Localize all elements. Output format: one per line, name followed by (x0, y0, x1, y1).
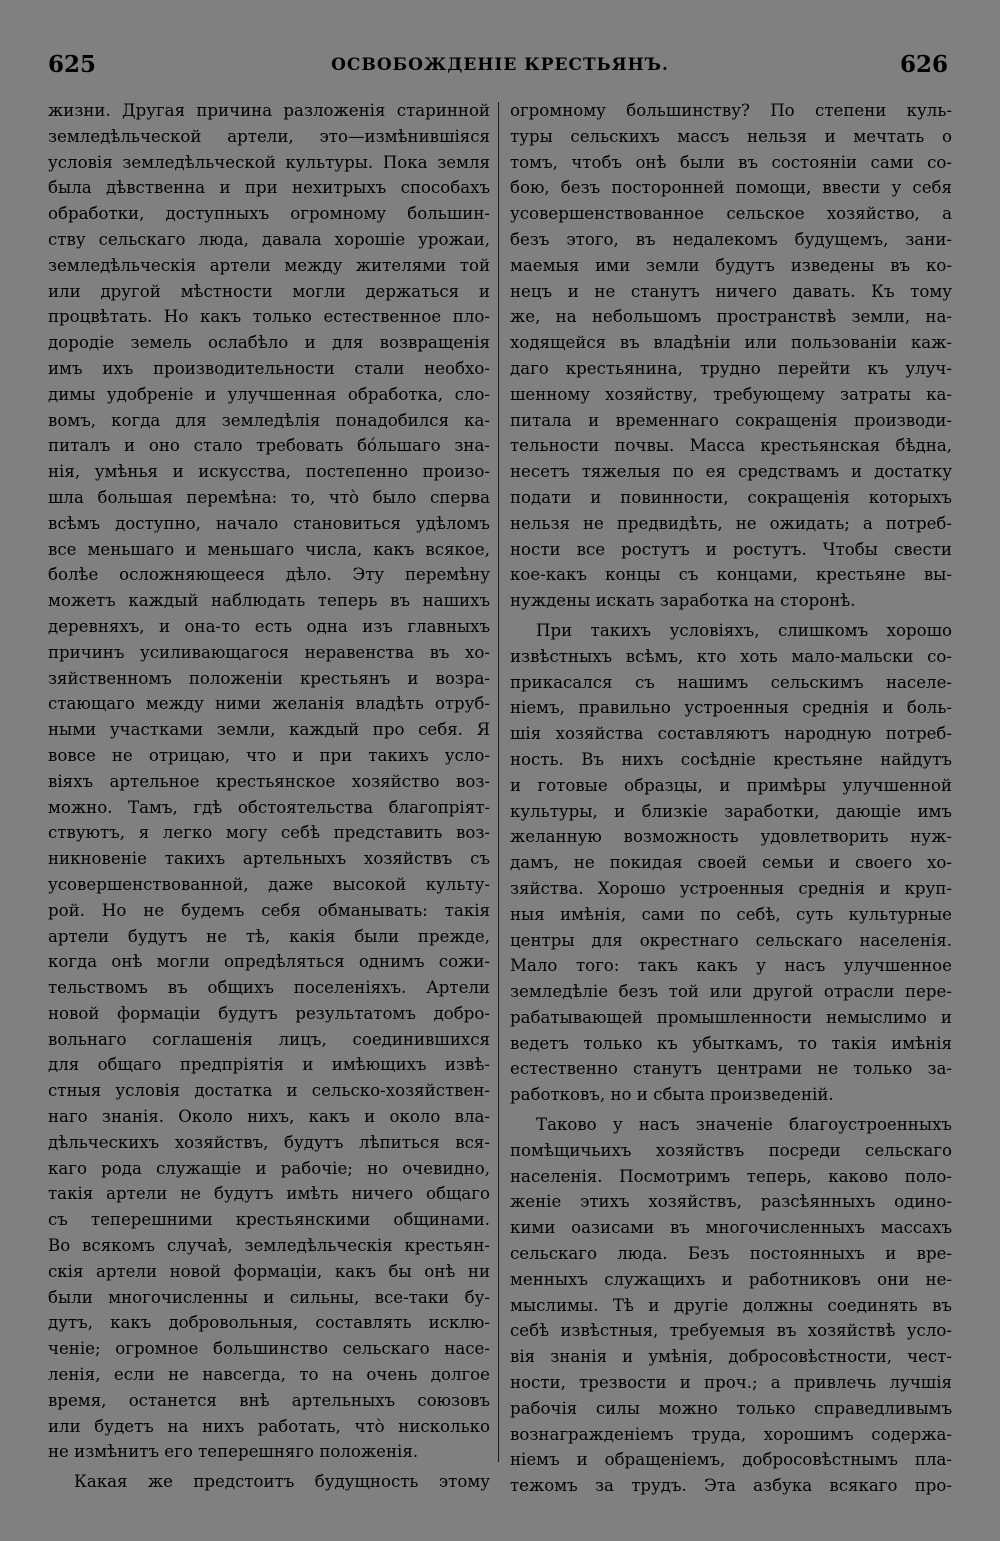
text-line: скія артели новой формаціи, какъ бы онѣ ни (48, 1261, 490, 1281)
text-line: жизни. Другая причина разложенія старинной (48, 101, 490, 120)
text-line: тежомъ за трудъ. Эта азбука всякаго про- (510, 1476, 952, 1496)
text-line: тельности почвы. Масса крестьянская бѣдна, (510, 436, 952, 456)
text-line: ніемъ, правильно устроенныя среднія и боль- (510, 698, 952, 718)
text-line: ству сельскаго люда, давала хорошіе урожаи, (48, 229, 490, 249)
text-line: населенія. Посмотримъ теперь, каково поло- (510, 1166, 952, 1186)
text-line: были многочисленны и сильны, все-таки бу- (48, 1287, 490, 1307)
text-line: все меньшаго и меньшаго числа, какъ всякое, (48, 539, 490, 559)
text-line: вольнаго соглашенія лицъ, соединившихся (48, 1029, 490, 1049)
text-line: віяхъ артельное крестьянское хозяйство воз- (48, 771, 490, 791)
text-line: или будетъ на нихъ работать, что̀ нисколько (48, 1416, 490, 1436)
text-line: питалъ и оно стало требовать бо́льшаго зна- (48, 436, 490, 456)
text-line: извѣстныхъ всѣмъ, кто хоть мало-мальски со- (510, 646, 952, 666)
text-line: всѣмъ доступно, начало становиться удѣломъ (48, 513, 490, 533)
text-line: для общаго предпріятія и имѣющихъ извѣ- (48, 1055, 490, 1075)
text-line: болѣе осложняющееся дѣло. Эту перемѣну (48, 565, 490, 585)
text-line: бою, безъ посторонней помощи, ввести у себя (510, 178, 952, 198)
text-line: нуждены искать заработка на сторонѣ. (510, 591, 856, 611)
text-line: обработки, доступныхъ огромному большин- (48, 204, 490, 224)
text-line: естественно станутъ центрами не только за- (510, 1059, 952, 1079)
text-line: рой. Но не будемъ себя обманывать: такія (48, 900, 490, 920)
text-line: дутъ, какъ добровольныя, составлять исклю- (48, 1313, 490, 1333)
text-line: стныя условія достатка и сельско-хозяйствен- (48, 1081, 490, 1101)
text-line: время, останется внѣ артельныхъ союзовъ (48, 1390, 490, 1410)
text-column-left (48, 98, 490, 1495)
text-line: шенному хозяйству, требующему затраты ка- (510, 384, 952, 404)
text-line: рабатывающей промышленности немыслимо и (510, 1007, 952, 1027)
text-line: менныхъ служащихъ и работниковъ они не- (510, 1269, 952, 1289)
text-line: съ теперешними крестьянскими общинами. (48, 1210, 490, 1230)
text-line: земледѣліе безъ той или другой отрасли пере- (510, 982, 952, 1002)
text-line: же, на небольшомъ пространствѣ земли, на- (510, 307, 952, 327)
text-line: Мало того: такъ какъ у насъ улучшенное (510, 956, 952, 976)
text-line: причинъ усиливающагося неравенства въ хо- (48, 642, 490, 662)
text-line: прикасался съ нашимъ сельскимъ населе- (510, 672, 952, 692)
text-line: нельзя не предвидѣть, не ожидать; а потреб- (510, 513, 952, 533)
text-line: себѣ извѣстныя, требуемыя въ хозяйствѣ усло- (510, 1321, 952, 1341)
text-line: огромному большинству? По степени куль- (510, 101, 952, 120)
text-line: ведетъ только къ убыткамъ, то такія имѣнія (510, 1033, 952, 1053)
text-line: даго крестьянина, трудно перейти къ улуч- (510, 358, 952, 378)
text-line: вія знанія и умѣнія, добросовѣстности, чест- (510, 1347, 952, 1367)
text-line: женіе этихъ хозяйствъ, разсѣянныхъ одино- (510, 1192, 952, 1212)
text-line: кое-какъ концы съ концами, крестьяне вы- (510, 565, 952, 585)
text-line: томъ, чтобъ онѣ были въ состояніи сами со- (510, 152, 952, 172)
text-line: наго знанія. Около нихъ, какъ и около вла- (48, 1107, 490, 1127)
text-line: усовершенствованной, даже высокой культу- (48, 874, 490, 894)
text-line: ченіе; огромное большинство сельскаго насе- (48, 1339, 490, 1359)
text-line: зяйства. Хорошо устроенныя среднія и круп- (510, 878, 952, 898)
text-line: земледѣльческія артели между жителями той (48, 255, 490, 275)
text-line: артели будутъ не тѣ, какія были прежде, (48, 926, 490, 946)
text-line: мыслимы. Тѣ и другіе должны соединять въ (510, 1295, 952, 1315)
text-line: сельскаго люда. Безъ постоянныхъ и вре- (510, 1244, 952, 1264)
text-line: несетъ тяжелыя по ея средствамъ и достатку (510, 462, 952, 482)
running-title: ОСВОБОЖДЕНІЕ КРЕСТЬЯНЪ. (331, 55, 669, 75)
text-line: ленія, если не навсегда, то на очень долгое (48, 1365, 490, 1385)
text-line: ность. Въ нихъ сосѣдніе крестьяне найдутъ (510, 749, 952, 769)
text-line: каго рода служащіе и рабочіе; но очевидно, (48, 1158, 490, 1178)
text-line: центры для окрестнаго сельскаго населенія. (510, 930, 952, 950)
text-line: подати и повинности, сокращенія которыхъ (510, 487, 952, 507)
text-line: ности все ростутъ и ростутъ. Чтобы свести (510, 539, 952, 559)
text-line: культуры, и близкіе заработки, дающіе имъ (510, 801, 952, 821)
text-line: ными участками земли, каждый про себя. Я (48, 720, 490, 740)
text-line: была дѣвственна и при нехитрыхъ способахъ (48, 178, 490, 198)
text-line: шія хозяйства составляютъ народную потреб- (510, 724, 952, 744)
text-line: новой формаціи будутъ результатомъ добро- (48, 1003, 490, 1023)
text-line: шла большая перемѣна: то, что̀ было сперва (48, 487, 490, 507)
text-line: тельствомъ въ общихъ поселеніяхъ. Артели (48, 978, 490, 998)
text-line: вознагражденіемъ труда, хорошимъ содержа- (510, 1424, 952, 1444)
text-line: никновеніе такихъ артельныхъ хозяйствъ съ (48, 849, 490, 869)
text-line: ности, трезвости и проч.; а привлечь лучшія (510, 1373, 952, 1393)
text-line: дамъ, не покидая своей семьи и своего хо- (510, 853, 952, 873)
text-line: ходящейся въ владѣніи или пользованіи каж- (510, 333, 952, 353)
text-line: стающаго между ними желанія владѣть отруб- (48, 694, 490, 714)
text-line: нія, умѣнья и искусства, постепенно произо- (48, 462, 490, 482)
text-line: нецъ и не станутъ ничего давать. Къ тому (510, 281, 952, 301)
text-line: условія земледѣльческой культуры. Пока земля (48, 152, 490, 172)
text-line: вомъ, когда для земледѣлія понадобился ка- (48, 410, 490, 430)
text-line: дородіе земель ослабѣло и для возвращенія (48, 333, 490, 353)
page-number-left: 625 (48, 51, 97, 78)
text-line: При такихъ условіяхъ, слишкомъ хорошо (536, 620, 952, 640)
text-line: безъ этого, въ недалекомъ будущемъ, зани- (510, 229, 952, 249)
text-line: не измѣнитъ его теперешняго положенія. (48, 1442, 419, 1462)
text-line: желанную возможность удовлетворить нуж- (510, 827, 952, 847)
text-line: и готовые образцы, и примѣры улучшенной (510, 775, 952, 795)
text-column-right (510, 98, 952, 1499)
text-line: имъ ихъ производительности стали необхо- (48, 358, 490, 378)
text-line: маемыя ими земли будутъ изведены въ ко- (510, 255, 952, 275)
text-line: когда онѣ могли опредѣляться однимъ сожи- (48, 952, 490, 972)
text-line: можетъ каждый наблюдать теперь въ нашихъ (48, 591, 490, 611)
text-line: туры сельскихъ массъ нельзя и мечтать о (510, 126, 952, 146)
column-divider (498, 102, 499, 1462)
text-line: питала и временнаго сокращенія производи- (510, 410, 952, 430)
text-line: вовсе не отрицаю, что и при такихъ усло- (48, 745, 490, 765)
text-line: усовершенствованное сельское хозяйство, а (510, 204, 952, 224)
text-line: помѣщичьихъ хозяйствъ посреди сельскаго (510, 1140, 952, 1160)
text-line: рабочія силы можно только справедливымъ (510, 1398, 952, 1418)
text-line: Во всякомъ случаѣ, земледѣльческія крестьян- (48, 1236, 490, 1256)
text-line: ствуютъ, я легко могу себѣ представить воз- (48, 823, 490, 843)
text-line: можно. Тамъ, гдѣ обстоятельства благопріят- (48, 797, 490, 817)
page-number-right: 626 (899, 51, 948, 78)
text-line: димы удобреніе и улучшенная обработка, сло- (48, 384, 490, 404)
text-line: кими оазисами въ многочисленныхъ массахъ (510, 1218, 952, 1238)
text-line: ніемъ и обращеніемъ, добросовѣстнымъ пла- (510, 1450, 952, 1470)
text-line: Таково у насъ значеніе благоустроенныхъ (536, 1115, 952, 1135)
text-line: дѣльческихъ хозяйствъ, будутъ лѣпиться вся- (48, 1132, 490, 1152)
text-line: процвѣтать. Но какъ только естественное пло- (48, 307, 490, 327)
text-line: земледѣльческой артели, это—измѣнившіяся (48, 126, 490, 146)
text-line: ныя имѣнія, сами по себѣ, суть культурные (510, 904, 952, 924)
text-line: деревняхъ, и она-то есть одна изъ главныхъ (48, 616, 490, 636)
text-line: такія артели не будутъ имѣть ничего общаго (48, 1184, 490, 1204)
text-line: или другой мѣстности могли держаться и (48, 281, 490, 301)
text-line: работковъ, но и сбыта произведеній. (510, 1085, 834, 1105)
text-line: зяйственномъ положеніи крестьянъ и возра- (48, 668, 490, 688)
text-line: Какая же предстоитъ будущность этому (74, 1472, 490, 1492)
